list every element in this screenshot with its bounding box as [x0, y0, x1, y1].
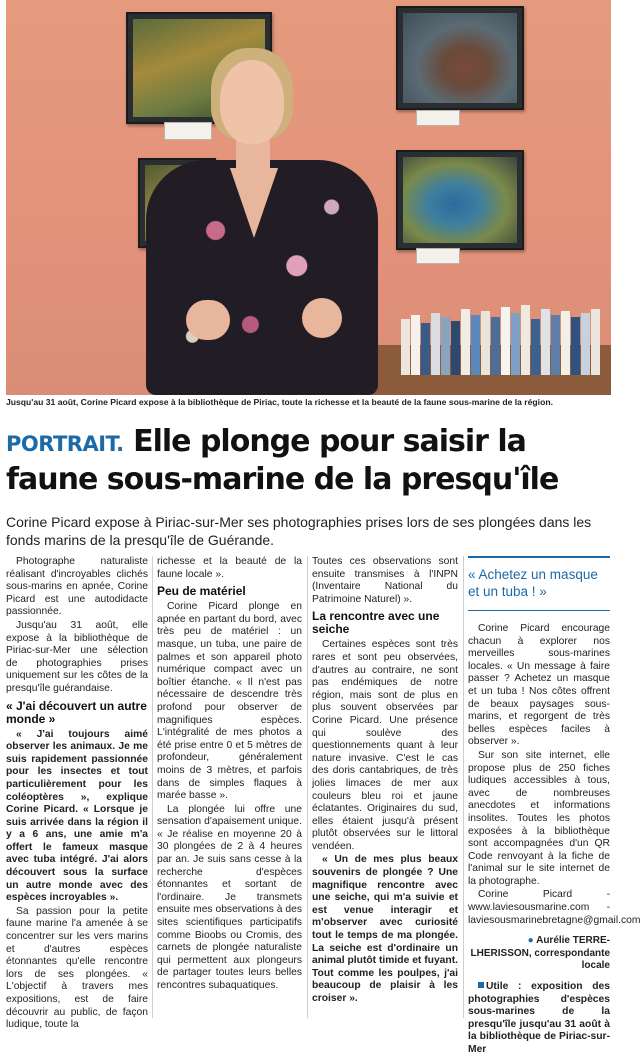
- paragraph: « J'ai toujours aimé observer les animaux. Je me suis rapidement passionnée pour les insectes et tout particulièrement pour les coléoptères », explique Corine Picard. « Lorsque je suis arrivée dans la région il y a 6 ans, une amie m'a offert le fameux masque avec tuba intégré. J'ai alors découvert sous la surface un autre monde avec des espèces incroyables ».: [6, 728, 148, 904]
- paragraph: richesse et la beauté de la faune locale ».: [157, 556, 302, 580]
- column-divider: [152, 556, 153, 1018]
- subheading: Peu de matériel: [157, 584, 246, 599]
- info-label: Utile :: [486, 981, 522, 993]
- framed-photo-creature: [396, 6, 524, 110]
- column-3: [312, 556, 458, 1007]
- headline: [6, 424, 611, 497]
- bullet-icon: ●: [527, 935, 534, 947]
- column-4: [468, 556, 640, 1058]
- contact-line: Corine Picard - www.laviesousmarine.com - laviesousmarinebretagne@gmail.com: [468, 889, 640, 926]
- paragraph: Toutes ces observations sont ensuite transmises à l'INPN (Inventaire National du Patrimoine Naturel) ».: [312, 556, 458, 605]
- author-name: Aurélie TERRE-LHERISSON, correspondante locale: [470, 935, 610, 972]
- article-photo: [6, 0, 611, 395]
- photo-label-card: [416, 110, 460, 126]
- photo-caption: Jusqu'au 31 août, Corine Picard expose à la bibliothèque de Piriac, toute la richesse et la beauté de la faune sous-marine de la région.: [6, 397, 553, 407]
- pull-quote: « Achetez un masque et un tuba ! »: [468, 556, 610, 611]
- paragraph: Corine Picard plonge en apnée en partant du bord, avec très peu de matériel : un masque, un tuba, une paire de palmes et son appareil photo numérique compact avec un boîtier étanche. « Il n'est pas nécessaire de descendre très profond pour observer de magnifiques espèces. L'intégralité de mes photos a été prise entre 0 et 5 mètres de profondeur, généralement moins de 3 mètres, et parfois dans de simples flaques à marée basse ».: [157, 601, 302, 802]
- paragraph: Jusqu'au 31 août, elle expose à la bibliothèque de Piriac-sur-Mer une sélection de photographies prises uniquement sur les côtes de la presqu'île guérandaise.: [6, 619, 148, 694]
- paragraph: Sa passion pour la petite faune marine l'a amenée à se concentrer sur les vers marins et d'autres espèces étonnantes qu'elle rencontre lors de ses plongées. « L'objectif à travers mes expositions, est de faire découvrir au public, de façon ludique, toute la: [6, 905, 148, 1031]
- paragraph: La plongée lui offre une sensation d'apaisement unique. « Je réalise en moyenne 20 à 30 plongées de 2 à 4 heures par an. Je suis sans cesse à la recherche d'espèces étonnantes et sortant de l'ordinaire. Je transmets ensuite mes observations à des sites scientifiques participatifs comme Bioobs ou Cromis, des carnets de plongée naturaliste qui permettent aux plongeurs de partager toutes leurs belles rencontres subaquatiques.: [157, 803, 302, 991]
- photo-label-card: [416, 248, 460, 264]
- column-1: [6, 556, 148, 1033]
- square-bullet-icon: [478, 982, 484, 988]
- books: [401, 305, 611, 375]
- paragraph: Corine Picard encourage chacun à explorer nos merveilles sous-marines locales. « Un message à faire passer ? Achetez un masque et un tuba ! Nos côtes offrent de beaux paysages sous-marins, et regorgent de très belles espèces faciles à observer ».: [468, 623, 610, 748]
- paragraph: Certaines espèces sont très rares et sont peu observées, d'autres au contraire, ne sont pas endémiques de notre région, mais sont de plus en plus souvent observées par Corine Picard. Une présence qui soulève des questionnements quant à leur nature invasive. C'est le cas des doris cantabriques, de très jolies limaces de mer aux couleurs bleu roi et jaune éclatantes. Originaires du sud, elles étaient jusqu'à présent plutôt observées sur le littoral vendéen.: [312, 639, 458, 852]
- column-divider: [307, 556, 308, 1018]
- subheading: La rencontre avec une seiche: [312, 609, 440, 637]
- subheading: « J'ai découvert un autre monde »: [6, 698, 147, 726]
- paragraph: Sur son site internet, elle propose plus de 250 fiches ludiques accessibles à tous, avec de nombreuses anecdotes et informations insolites. Toutes les photos exposées à la bibliothèque sont accompagnées d'un QR Code renvoyant à la fiche de l'animal sur le site internet de la photographe.: [468, 749, 610, 887]
- paragraph: « Un de mes plus beaux souvenirs de plongée ? Une magnifique rencontre avec une seiche, qui m'a suivie et est venue interagir et m'observer avec curiosité tout le temps de ma plongée. La seiche est d'ordinaire un animal plutôt timide et fuyant. Tout comme les poulpes, j'ai beaucoup de plaisir à les croiser ».: [312, 854, 458, 1004]
- column-2: [157, 556, 302, 994]
- photo-label-card: [164, 122, 212, 140]
- author-credit: [468, 935, 610, 973]
- lead-paragraph: Corine Picard expose à Piriac-sur-Mer ses photographies prises lors de ses plongées dans les fonds marins de la presqu'île de Guérande.: [6, 514, 592, 548]
- person-face: [220, 60, 284, 144]
- info-text: exposition des photographies d'espèces sous-marines de la presqu'île jusqu'au 31 août à la bibliothèque de Piriac-sur-Mer: [468, 981, 610, 1055]
- title-text: Elle plonge pour saisir la faune sous-marine de la presqu'île: [6, 424, 559, 497]
- info-box: [468, 981, 610, 1057]
- paragraph: Photographe naturaliste réalisant d'incroyables clichés sous-marins en apnée, Corine Picard est une autodidacte passionnée.: [6, 556, 148, 618]
- framed-photo-nudibranch: [396, 150, 524, 250]
- column-divider: [463, 556, 464, 1018]
- kicker: PORTRAIT.: [6, 432, 124, 456]
- article-title: [6, 424, 611, 497]
